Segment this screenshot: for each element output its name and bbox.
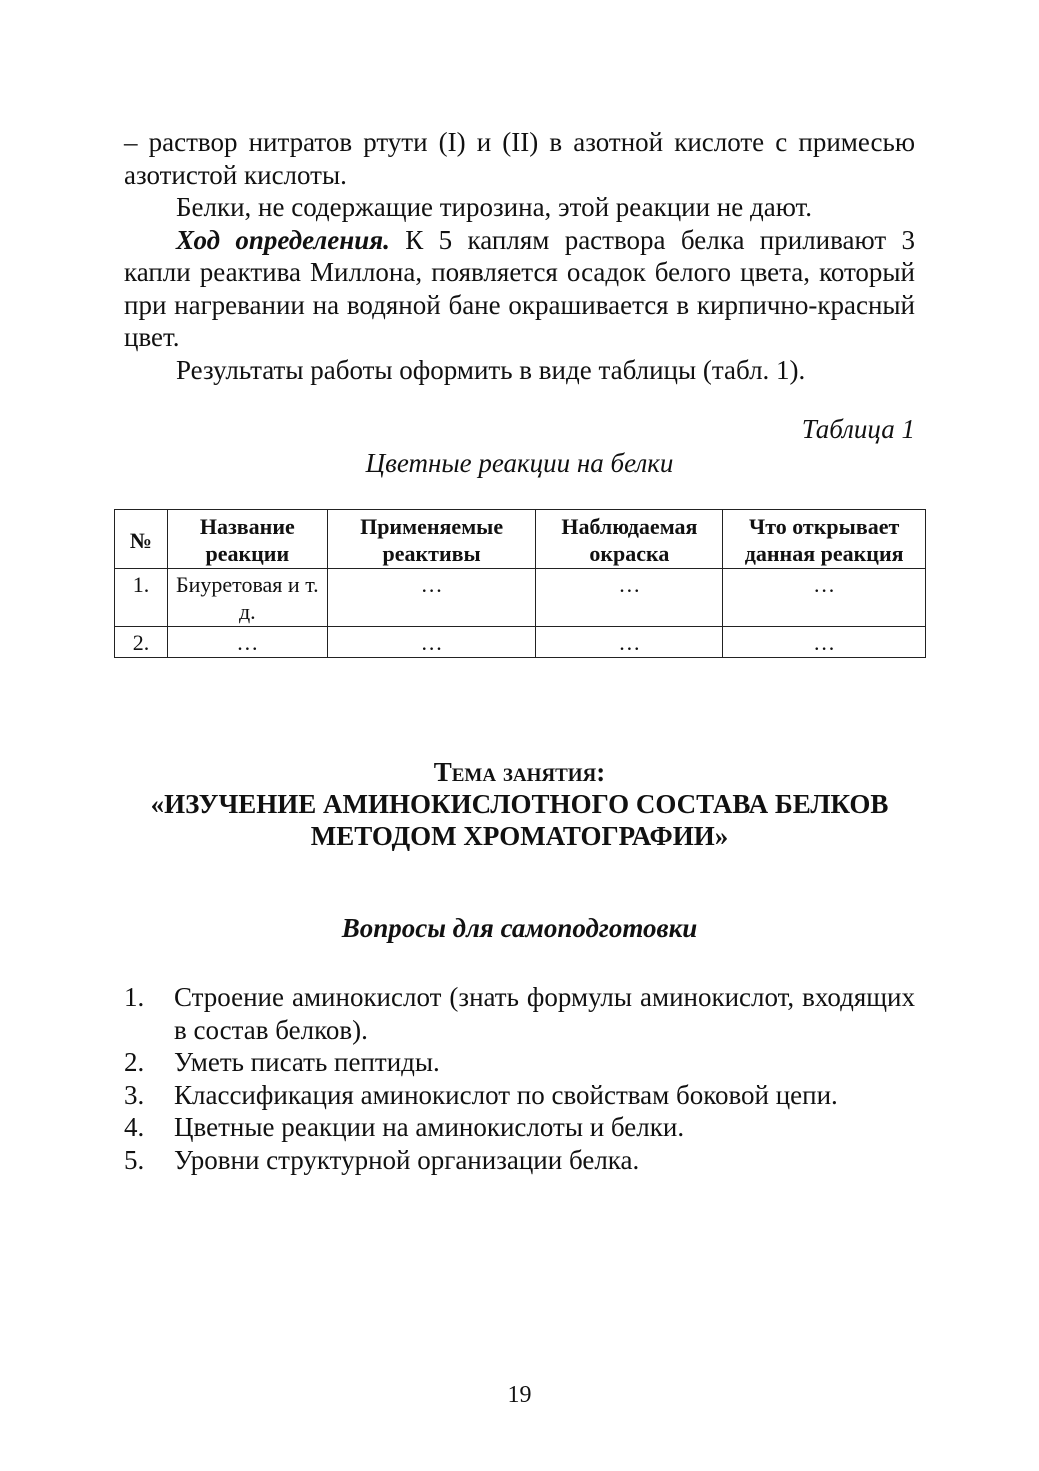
table-cell: … xyxy=(723,569,926,627)
table-cell: … xyxy=(723,627,926,658)
topic-label xyxy=(124,756,915,789)
list-item-text: Классификация аминокислот по свойствам боковой цепи. xyxy=(174,1079,838,1110)
table-number: Таблица 1 xyxy=(801,414,915,444)
header-detects: Что открывает данная реакция xyxy=(723,510,926,569)
topic-label-text: Тема занятия: xyxy=(433,757,606,787)
list-item xyxy=(124,1144,915,1177)
table-cell: Биуретовая и т. д. xyxy=(167,569,327,627)
header-observed-color: Наблюдаемая окраска xyxy=(536,510,723,569)
procedure-text: К 5 каплям раствора белка приливают 3 капли реактива Миллона, появляется осадок белого цвета, который при нагревании на водяной бане окрашивается в кирпично-красный цвет. xyxy=(124,224,915,352)
list-item-number: 3. xyxy=(124,1079,145,1110)
table-cell: … xyxy=(536,569,723,627)
list-item-number: 1. xyxy=(124,982,145,1012)
topic-title-line1: «ИЗУЧЕНИЕ АМИНОКИСЛОТНОГО СОСТАВА БЕЛКОВ xyxy=(150,789,889,819)
paragraph-results-instruction: Результаты работы оформить в виде таблицы (табл. 1). xyxy=(176,354,806,385)
list-item-number: 2. xyxy=(124,1047,145,1077)
list-item-text: Строение аминокислот (знать формулы аминокислот, входящих в состав белков). xyxy=(174,982,915,1045)
header-reaction-name: Название реакции xyxy=(167,510,327,569)
table-cell: … xyxy=(327,569,536,627)
paragraph-tyrosine-note: Белки, не содержащие тирозина, этой реакции не дают. xyxy=(176,192,813,222)
table-row xyxy=(115,627,926,658)
list-item-number: 4. xyxy=(124,1112,145,1142)
table-cell: … xyxy=(536,627,723,658)
paragraph-procedure xyxy=(124,224,915,354)
paragraph-reagent-description: – раствор нитратов ртути (I) и (II) в азотной кислоте с примесью азотистой кислоты. xyxy=(124,127,915,190)
table-cell: 2. xyxy=(115,627,168,658)
list-item-number: 5. xyxy=(124,1144,145,1175)
page-number: 19 xyxy=(507,1382,532,1408)
table-title: Цветные реакции на белки xyxy=(365,448,674,478)
list-item xyxy=(124,981,915,1046)
list-item-text: Уровни структурной организации белка. xyxy=(174,1144,640,1175)
questions-title: Вопросы для самоподготовки xyxy=(341,913,698,943)
list-item-text: Уметь писать пептиды. xyxy=(174,1047,440,1077)
header-reagents: Применяемые реактивы xyxy=(327,510,536,569)
procedure-lead: Ход определения. xyxy=(176,224,390,255)
topic-title-line2: МЕТОДОМ ХРОМАТОГРАФИИ» xyxy=(310,821,729,851)
list-item xyxy=(124,1079,915,1112)
table-cell: … xyxy=(327,627,536,658)
list-item xyxy=(124,1111,915,1144)
table-cell: 1. xyxy=(115,569,168,627)
body-text xyxy=(124,126,915,386)
list-item-text: Цветные реакции на аминокислоты и белки. xyxy=(174,1112,685,1142)
list-item xyxy=(124,1046,915,1079)
table-row xyxy=(115,569,926,627)
table-cell: … xyxy=(167,627,327,658)
color-reactions-table xyxy=(114,509,926,658)
header-number: № xyxy=(115,510,168,569)
table-header-row xyxy=(115,510,926,569)
questions-list xyxy=(124,981,915,1176)
